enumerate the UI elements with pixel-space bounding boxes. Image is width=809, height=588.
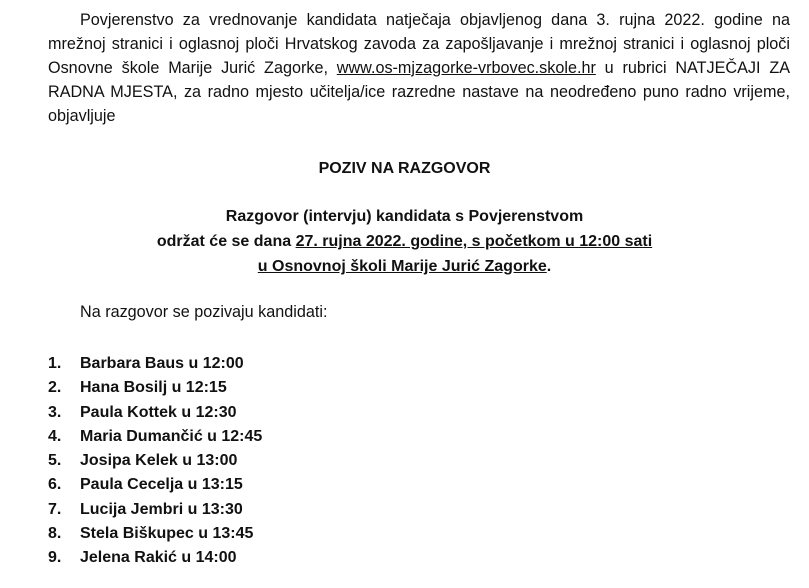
page-title: POZIV NA RAZGOVOR (318, 160, 491, 177)
list-item-number: 9. (48, 549, 62, 567)
notice-location-period: . (546, 258, 552, 275)
notice-line-2 (0, 229, 809, 254)
invite-text: Na razgovor se pozivaju kandidati: (80, 303, 328, 321)
list-item-number: 4. (48, 427, 62, 445)
list-item-text: Lucija Jembri u 13:30 (80, 500, 243, 518)
candidate-list (48, 352, 262, 571)
list-item (48, 401, 262, 425)
list-item-number: 2. (48, 379, 62, 397)
list-item-number: 7. (48, 500, 62, 518)
list-item (48, 376, 262, 400)
intro-text-after-link: u rubrici NATJEČAJI ZA RADNA MJESTA, za radno mjesto učitelja/ice razredne nastave na neodređeno puno radno vrijeme, objavljuje (48, 59, 790, 125)
list-item (48, 473, 262, 497)
list-item-text: Josipa Kelek u 13:00 (80, 452, 238, 470)
list-item-text: Stela Biškupec u 13:45 (80, 525, 254, 543)
list-item-number: 3. (48, 403, 62, 421)
school-website-link[interactable]: www.os-mjzagorke-vrbovec.skole.hr (336, 59, 596, 77)
list-item-text: Barbara Baus u 12:00 (80, 355, 244, 372)
list-item-text: Paula Kottek u 12:30 (80, 403, 237, 421)
intro-paragraph (48, 8, 790, 128)
list-item (48, 449, 262, 473)
list-item-text: Jelena Rakić u 14:00 (80, 549, 237, 567)
notice-date-prefix: održat će se dana (156, 233, 292, 250)
list-item-text: Maria Dumančić u 12:45 (80, 427, 263, 445)
notice-location: u Osnovnoj školi Marije Jurić Zagorke (257, 258, 547, 275)
list-item (48, 522, 262, 546)
interview-notice (0, 204, 809, 279)
list-item-number: 8. (48, 525, 62, 543)
list-item-text: Paula Cecelja u 13:15 (80, 476, 243, 494)
notice-line-1: Razgovor (intervju) kandidata s Povjerenstvom (225, 208, 584, 225)
notice-line-3 (0, 254, 809, 279)
list-item (48, 425, 262, 449)
list-item-number: 5. (48, 452, 62, 470)
list-item (48, 352, 262, 376)
intro-text-before-link: Povjerenstvo za vrednovanje kandidata natječaja objavljenog dana 3. rujna 2022. godine na mrežnoj stranici i oglasnoj ploči Hrvatskog zavoda za zapošljavanje i mrežnoj stranici i oglasnoj ploči Osnovne škole Marije Jurić Zagorke, (48, 11, 790, 77)
list-item-text: Hana Bosilj u 12:15 (80, 379, 227, 397)
list-item (48, 498, 262, 522)
list-item (48, 546, 262, 570)
list-item-number: 1. (48, 355, 62, 372)
notice-date-time: 27. rujna 2022. godine, s početkom u 12:00 sati (295, 233, 653, 250)
list-item-number: 6. (48, 476, 62, 494)
